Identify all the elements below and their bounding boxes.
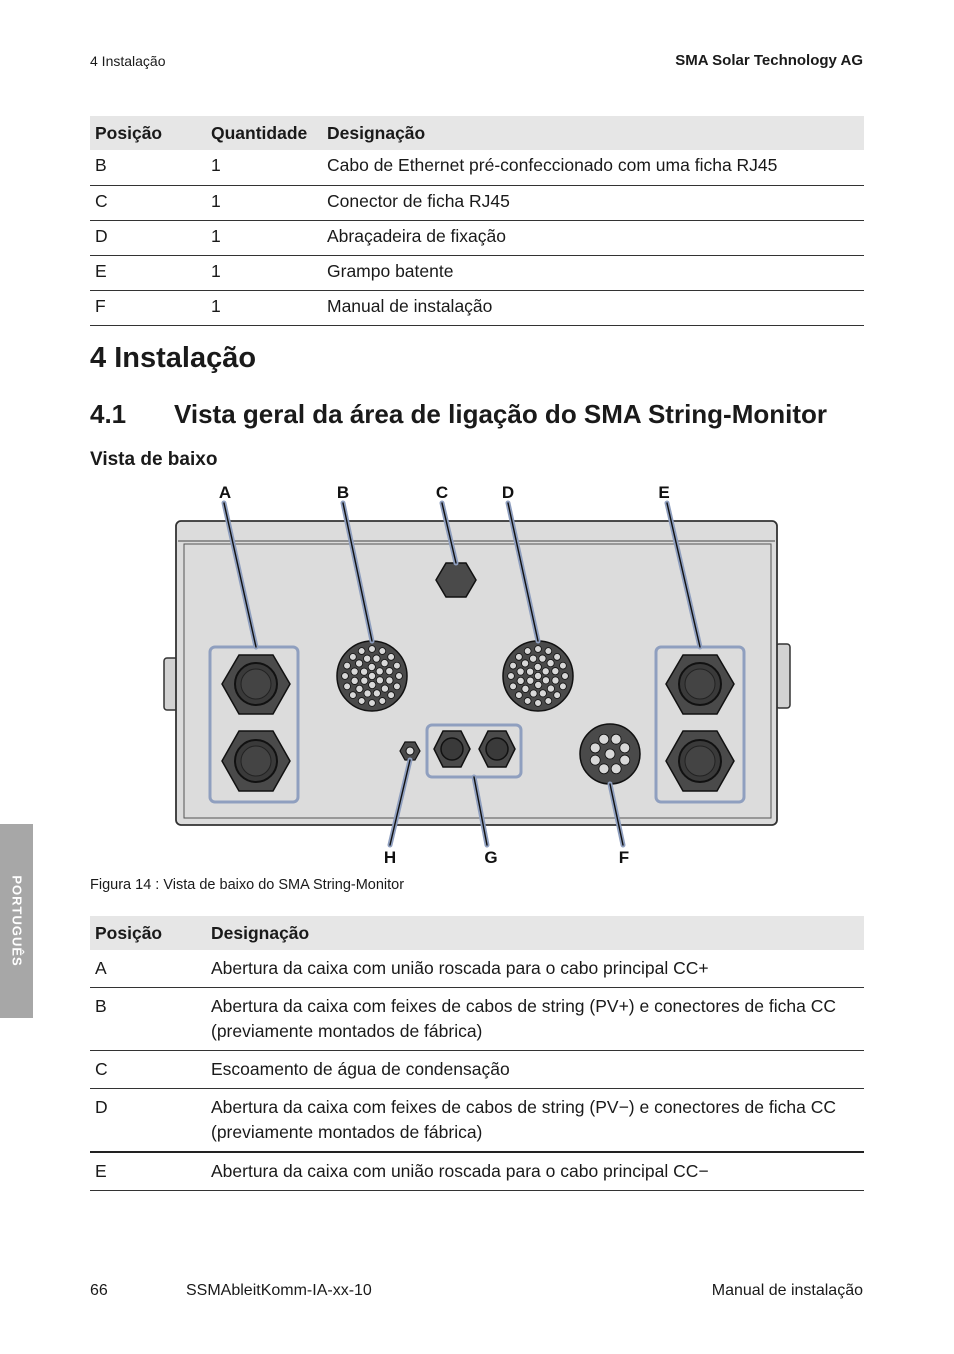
figure-caption: Figura 14 : Vista de baixo do SMA String-Monitor [90,877,405,893]
grommet-hole [516,692,523,699]
label-f: F [618,848,630,867]
table-row [90,988,864,1051]
grommet-hole [364,690,371,697]
label-a: A [218,483,232,502]
grommet-hole [605,749,615,759]
chapter-heading [90,342,256,375]
label-c: C [435,483,449,502]
grommet-hole [554,692,561,699]
cell-designation: Manual de instalação [322,290,864,325]
grommet-hole [358,648,365,655]
grommet-hole [527,668,534,675]
grommet-hole [552,677,559,684]
grommet-hole [611,734,621,744]
grommet-hole [381,685,388,692]
cell-quantity: 1 [206,255,322,290]
grommet-hole [599,734,609,744]
grommet-hole [562,673,569,680]
cell-position: B [90,988,206,1051]
grommet-hole [358,698,365,705]
grommet-hole [547,660,554,667]
grommet-hole [369,700,376,707]
cell-position: D [90,1089,206,1153]
cell-position: C [90,185,206,220]
cell-position: A [90,950,206,988]
grommet-hole [524,648,531,655]
grommet-hole [560,662,567,669]
grommet-hole [376,677,383,684]
grommet-hole [356,685,363,692]
grommet-hole [394,662,401,669]
grommet-hole [547,685,554,692]
grommet-hole [368,672,375,679]
cell-designation: Abraçadeira de fixação [322,220,864,255]
cell-position: B [90,150,206,185]
column-header-designation: Designação [206,916,864,950]
cell-quantity: 1 [206,220,322,255]
grommet-hole [517,677,524,684]
grommet-hole [344,683,351,690]
grommet-hole [361,677,368,684]
section-heading [90,399,827,430]
grommet-hole [527,677,534,684]
table-row [90,1051,864,1089]
grommet-hole [342,673,349,680]
table-row [90,290,864,325]
grommet-hole [510,683,517,690]
bottom-view-figure [150,478,810,872]
grommet-hole [373,690,380,697]
cell-position: E [90,255,206,290]
grommet-hole [599,764,609,774]
table-row [90,185,864,220]
grommet-hole [530,690,537,697]
label-e: E [658,483,670,502]
document-type: Manual de instalação [711,1282,863,1299]
grommet-hole [517,668,524,675]
cell-position: F [90,290,206,325]
grommet-hole [388,692,395,699]
label-d: D [501,483,515,502]
grommet-hole [350,654,357,661]
grommet-hole [376,668,383,675]
grommet-hole [379,648,386,655]
grommet-hole [524,698,531,705]
grommet-hole [535,646,542,653]
grommet-hole [530,655,537,662]
grommet-hole [508,673,515,680]
grommet-hole [344,662,351,669]
grommet-hole [522,660,529,667]
cell-designation: Abertura da caixa com união roscada para o cabo principal CC− [206,1152,864,1191]
cell-designation: Cabo de Ethernet pré-confeccionado com uma ficha RJ45 [322,150,864,185]
section-title: Vista geral da área de ligação do SMA String-Monitor [174,399,828,429]
grommet-hole [560,683,567,690]
grommet-hole [369,646,376,653]
column-header-designation: Designação [322,116,864,150]
grommet-hole [535,700,542,707]
grommet-hole [351,677,358,684]
cell-position: C [90,1051,206,1089]
header-section: 4 Instalação [90,53,166,69]
cell-quantity: 1 [206,185,322,220]
cell-designation: Conector de ficha RJ45 [322,185,864,220]
language-side-tab [0,824,33,1018]
cell-designation: Abertura da caixa com feixes de cabos de string (PV+) e conectores de ficha CC (previamente montados de fábrica) [206,988,864,1051]
grommet-hole [516,654,523,661]
grommet-hole [620,755,630,765]
cell-quantity: 1 [206,150,322,185]
grommet-hole [386,677,393,684]
grommet-hole [552,668,559,675]
cell-designation: Abertura da caixa com união roscada para o cabo principal CC+ [206,950,864,988]
document-id: SSMAbleitKomm-IA-xx-10 [186,1282,372,1299]
grommet-hole [379,698,386,705]
table-header-row [90,116,864,150]
header-company: SMA Solar Technology AG [675,52,863,69]
column-header-quantity: Quantidade [206,116,322,150]
grommet-hole [356,660,363,667]
subheading: Vista de baixo [90,449,218,470]
grommet-hole [534,663,541,670]
connection-area-table [90,916,864,1191]
grommet-hole [350,692,357,699]
label-g: G [484,848,498,867]
grommet-hole [590,755,600,765]
right-mounting-tab [776,644,790,708]
cell-designation: Grampo batente [322,255,864,290]
column-header-position: Posição [90,116,206,150]
table-row [90,150,864,185]
grommet-hole [522,685,529,692]
section-number: 4.1 [90,399,127,429]
grommet-hole [590,743,600,753]
cell-quantity: 1 [206,290,322,325]
grommet-hole [394,683,401,690]
cell-position: E [90,1152,206,1191]
grommet-hole [396,673,403,680]
delivery-scope-table [90,116,864,326]
grommet-hole [364,655,371,662]
table-row [90,1089,864,1153]
cell-position: D [90,220,206,255]
table-header-row [90,916,864,950]
chapter-number: 4 [90,342,107,374]
label-h: H [383,848,397,867]
grommet-hole [373,655,380,662]
label-b: B [336,483,350,502]
table-row [90,1152,864,1191]
grommet-hole [542,677,549,684]
grommet-hole [545,698,552,705]
grommet-hole [361,668,368,675]
table-row [90,255,864,290]
grommet-hole [534,672,541,679]
grommet-hole [620,743,630,753]
cell-designation: Escoamento de água de condensação [206,1051,864,1089]
grommet-hole [535,681,542,688]
chapter-title: Instalação [114,342,257,374]
page-number: 66 [90,1282,108,1299]
table-row [90,220,864,255]
grommet-hole [539,690,546,697]
grommet-hole [381,660,388,667]
grommet-hole [351,668,358,675]
grommet-hole [510,662,517,669]
column-header-position: Posição [90,916,206,950]
grommet-hole [539,655,546,662]
grommet-hole [611,764,621,774]
grommet-hole [554,654,561,661]
grommet-hole [369,681,376,688]
grommet-hole [545,648,552,655]
table-row [90,950,864,988]
language-label: PORTUGUÊS [9,875,24,967]
grommet-hole [368,663,375,670]
cell-designation: Abertura da caixa com feixes de cabos de string (PV−) e conectores de ficha CC (previamente montados de fábrica) [206,1089,864,1153]
grommet-hole [388,654,395,661]
grommet-hole [386,668,393,675]
grommet-hole [542,668,549,675]
